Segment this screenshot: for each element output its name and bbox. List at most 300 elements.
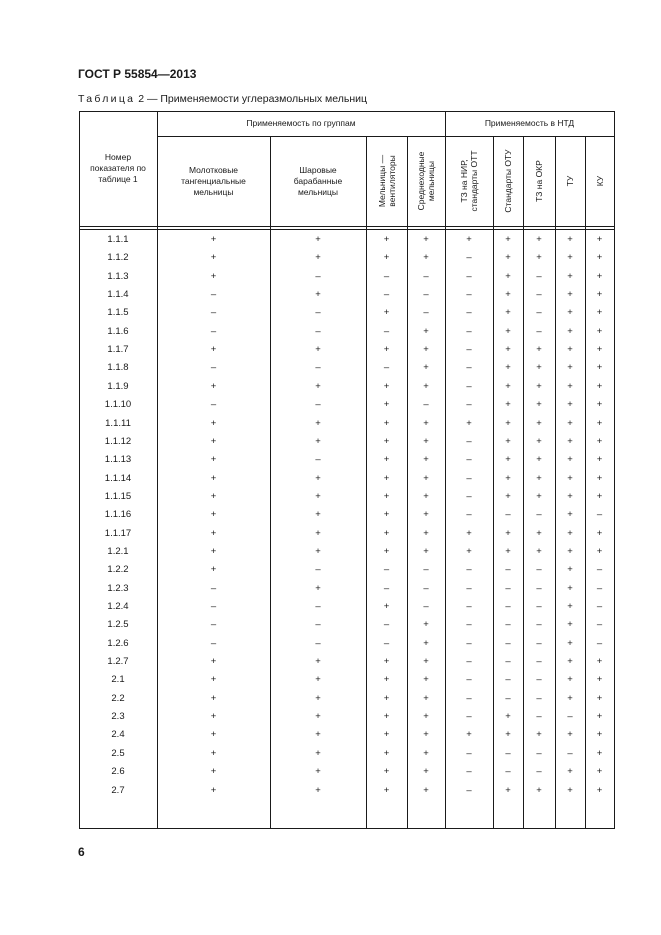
table-cell: –	[466, 270, 472, 282]
table-cell: –	[210, 362, 217, 374]
table-cell: +	[596, 270, 603, 282]
table-cell: +	[536, 234, 542, 245]
table-cell: –	[536, 656, 542, 668]
table-cell: +	[466, 234, 472, 245]
row-number-cell: 1.1.7	[107, 344, 129, 356]
table-cell: +	[383, 601, 390, 612]
table-cell: –	[383, 289, 390, 301]
table-cell: –	[505, 637, 511, 649]
table-cell: –	[466, 289, 472, 301]
table-cell: +	[567, 729, 573, 741]
table-cell: +	[383, 399, 390, 411]
table-cell: +	[383, 711, 390, 723]
table-cell: –	[383, 325, 390, 337]
row-number-cell: 1.1.13	[104, 454, 132, 466]
table-cell: –	[423, 289, 429, 301]
table-cell: –	[210, 582, 217, 594]
column-divider	[407, 136, 408, 828]
table-cell: +	[567, 509, 573, 521]
table-cell: +	[315, 417, 321, 429]
table-border-bottom	[79, 828, 615, 829]
table-cell: –	[466, 380, 472, 392]
table-cell: –	[423, 582, 429, 594]
row-number-cell: 2.4	[111, 729, 125, 741]
table-cell: +	[567, 307, 573, 319]
caption-prefix: Таблица	[78, 93, 136, 105]
table-cell: +	[567, 325, 573, 337]
table-cell: +	[315, 289, 321, 301]
row-number-cell: 1.2.2	[107, 564, 129, 576]
column-header-vertical: ТУ	[565, 175, 575, 187]
table-cell: +	[383, 490, 390, 502]
table-cell: –	[505, 619, 511, 631]
table-cell: +	[596, 692, 603, 704]
table-cell: –	[466, 344, 472, 356]
table-cell: –	[536, 325, 542, 337]
table-cell: –	[210, 289, 217, 301]
table-cell: +	[315, 766, 321, 778]
table-cell: +	[536, 344, 542, 356]
table-cell: +	[383, 509, 390, 521]
table-cell: –	[536, 674, 542, 686]
table-cell: +	[423, 692, 429, 704]
table-cell: +	[423, 656, 429, 668]
table-cell: +	[315, 472, 321, 484]
table-cell: +	[210, 454, 217, 466]
table-cell: +	[383, 344, 390, 356]
caption-number: 2	[138, 93, 145, 105]
table-cell: +	[210, 784, 217, 796]
column-divider	[366, 136, 367, 828]
table-cell: –	[596, 637, 603, 649]
table-cell: +	[567, 545, 573, 557]
table-cell: +	[567, 362, 573, 374]
table-cell: +	[383, 692, 390, 704]
table-cell: –	[505, 692, 511, 704]
table-cell: –	[466, 252, 472, 264]
column-divider	[445, 111, 446, 828]
column-divider	[555, 136, 556, 828]
table-cell: +	[505, 417, 511, 429]
table-cell: +	[505, 729, 511, 741]
row-number-cell: 1.1.1	[107, 234, 129, 245]
table-caption	[78, 93, 367, 105]
table-cell: +	[383, 545, 390, 557]
table-cell: –	[383, 564, 390, 576]
table-cell: +	[383, 417, 390, 429]
table-cell: –	[466, 711, 472, 723]
table-cell: +	[383, 234, 390, 245]
table-cell: –	[423, 564, 429, 576]
table-cell: +	[596, 747, 603, 759]
column-header-hammer: Молотковые тангенциальные мельницы	[181, 164, 246, 197]
header-line	[79, 226, 614, 227]
table-border-top	[79, 111, 614, 112]
table-cell: +	[315, 747, 321, 759]
table-cell: +	[567, 380, 573, 392]
table-cell: –	[536, 711, 542, 723]
table-cell: +	[210, 674, 217, 686]
table-cell: +	[505, 270, 511, 282]
table-cell: +	[536, 527, 542, 539]
table-cell: +	[596, 307, 603, 319]
table-cell: +	[596, 325, 603, 337]
table-cell: +	[536, 472, 542, 484]
table-cell: +	[596, 289, 603, 301]
table-cell: +	[383, 674, 390, 686]
column-header-ball: Шаровые барабанные мельницы	[293, 164, 343, 197]
table-cell: +	[596, 766, 603, 778]
column-header-vertical: Мельницы — вентиляторы	[376, 154, 397, 208]
table-cell: –	[315, 362, 321, 374]
table-cell: –	[210, 307, 217, 319]
table-cell: +	[567, 472, 573, 484]
table-border-right	[614, 111, 615, 828]
table-cell: +	[315, 711, 321, 723]
table-cell: +	[315, 656, 321, 668]
table-cell: +	[315, 435, 321, 447]
table-cell: –	[466, 692, 472, 704]
table-cell: +	[505, 490, 511, 502]
table-cell: +	[567, 656, 573, 668]
table-cell: –	[466, 674, 472, 686]
table-cell: +	[596, 545, 603, 557]
table-cell: +	[505, 784, 511, 796]
table-cell: –	[596, 564, 603, 576]
table-cell: +	[536, 362, 542, 374]
table-cell: +	[567, 582, 573, 594]
table-cell: +	[210, 656, 217, 668]
row-number-cell: 2.1	[111, 674, 125, 686]
table-cell: +	[423, 380, 429, 392]
table-cell: –	[315, 637, 321, 649]
table-border-left	[79, 111, 80, 828]
column-divider	[493, 136, 494, 828]
table-cell: +	[466, 545, 472, 557]
table-cell: +	[383, 252, 390, 264]
row-number-cell: 1.1.6	[107, 325, 129, 337]
table-cell: +	[596, 784, 603, 796]
table-cell: +	[596, 380, 603, 392]
table-cell: –	[210, 637, 217, 649]
table-cell: +	[383, 527, 390, 539]
row-number-cell: 1.1.15	[104, 490, 132, 502]
table-cell: –	[596, 509, 603, 521]
table-cell: –	[505, 747, 511, 759]
group-header: Применяемость по группам	[246, 118, 356, 128]
table-cell: +	[536, 252, 542, 264]
table-cell: +	[505, 289, 511, 301]
table-cell: +	[596, 711, 603, 723]
table-cell: +	[210, 729, 217, 741]
table-cell: –	[536, 582, 542, 594]
table-cell: +	[210, 344, 217, 356]
table-cell: –	[423, 307, 429, 319]
table-cell: +	[383, 656, 390, 668]
table-cell: +	[505, 344, 511, 356]
table-cell: +	[536, 380, 542, 392]
table-cell: +	[315, 527, 321, 539]
table-cell: +	[423, 435, 429, 447]
row-number-cell: 1.2.4	[107, 601, 129, 612]
row-number-cell: 1.2.7	[107, 656, 129, 668]
table-cell: +	[210, 234, 217, 245]
table-cell: –	[466, 747, 472, 759]
table-cell: –	[466, 564, 472, 576]
table-cell: +	[315, 784, 321, 796]
caption-text: — Применяемости углеразмольных мельниц	[146, 93, 368, 105]
table-cell: +	[315, 509, 321, 521]
table-cell: +	[210, 435, 217, 447]
table-cell: +	[315, 252, 321, 264]
table-cell: +	[567, 252, 573, 264]
table-cell: +	[210, 252, 217, 264]
table-cell: –	[536, 564, 542, 576]
table-cell: +	[210, 509, 217, 521]
table-cell: +	[536, 417, 542, 429]
table-cell: +	[315, 674, 321, 686]
table-cell: –	[466, 399, 472, 411]
table-cell: –	[466, 362, 472, 374]
table-cell: –	[505, 601, 511, 612]
table-cell: +	[567, 399, 573, 411]
table-cell: +	[210, 747, 217, 759]
table-cell: +	[505, 380, 511, 392]
table-cell: –	[466, 490, 472, 502]
table-cell: –	[423, 601, 429, 612]
table-cell: +	[505, 234, 511, 245]
table-cell: +	[210, 692, 217, 704]
table-cell: +	[505, 325, 511, 337]
table-cell: +	[315, 545, 321, 557]
table-cell: +	[596, 490, 603, 502]
row-number-cell: 2.2	[111, 692, 125, 704]
table-cell: +	[466, 527, 472, 539]
table-cell: +	[315, 344, 321, 356]
table-cell: –	[466, 472, 472, 484]
table-cell: +	[423, 527, 429, 539]
table-cell: +	[423, 362, 429, 374]
table-cell: +	[567, 674, 573, 686]
page-number: 6	[78, 845, 85, 859]
table-cell: –	[505, 564, 511, 576]
table-cell: +	[505, 362, 511, 374]
table-cell: +	[383, 454, 390, 466]
table-cell: +	[210, 270, 217, 282]
table-cell: –	[536, 289, 542, 301]
table-cell: –	[536, 619, 542, 631]
table-cell: –	[210, 619, 217, 631]
table-cell: –	[210, 399, 217, 411]
table-cell: –	[383, 582, 390, 594]
table-cell: +	[466, 417, 472, 429]
table-cell: –	[466, 509, 472, 521]
table-cell: +	[210, 472, 217, 484]
table-cell: +	[315, 582, 321, 594]
table-cell: +	[210, 545, 217, 557]
table-cell: –	[536, 270, 542, 282]
table-cell: +	[383, 766, 390, 778]
table-cell: +	[315, 234, 321, 245]
table-cell: +	[505, 307, 511, 319]
table-cell: +	[423, 325, 429, 337]
table-cell: +	[423, 711, 429, 723]
table-cell: +	[536, 545, 542, 557]
table-cell: +	[536, 784, 542, 796]
table-cell: +	[567, 619, 573, 631]
table-cell: +	[567, 527, 573, 539]
row-number-cell: 1.1.3	[107, 270, 129, 282]
table-cell: +	[596, 435, 603, 447]
column-divider	[270, 136, 271, 828]
table-cell: +	[505, 711, 511, 723]
table-cell: +	[596, 674, 603, 686]
table-cell: +	[423, 729, 429, 741]
table-cell: –	[596, 582, 603, 594]
column-header-vertical: ТЗ на НИР, стандарты ОТТ	[459, 150, 479, 212]
ntd-header-line	[445, 136, 614, 137]
row-number-cell: 1.2.5	[107, 619, 129, 631]
table-cell: –	[536, 307, 542, 319]
table-cell: +	[596, 417, 603, 429]
table-cell: –	[315, 619, 321, 631]
table-cell: +	[567, 637, 573, 649]
table-cell: +	[567, 692, 573, 704]
table-cell: +	[567, 344, 573, 356]
table-cell: +	[536, 490, 542, 502]
table-cell: +	[536, 454, 542, 466]
table-cell: –	[383, 362, 390, 374]
table-cell: +	[536, 435, 542, 447]
table-cell: –	[466, 601, 472, 612]
column-header-vertical: ТЗ на ОКР	[534, 160, 544, 202]
table-cell: +	[423, 252, 429, 264]
row-number-cell: 2.3	[111, 711, 125, 723]
table-cell: +	[383, 380, 390, 392]
table-cell: –	[466, 582, 472, 594]
table-cell: +	[567, 784, 573, 796]
table-cell: –	[315, 564, 321, 576]
table-cell: +	[423, 545, 429, 557]
table-cell: –	[536, 601, 542, 612]
table-cell: +	[423, 674, 429, 686]
table-cell: +	[423, 766, 429, 778]
table-cell: +	[383, 784, 390, 796]
table-cell: +	[596, 362, 603, 374]
row-number-cell: 1.2.6	[107, 637, 129, 649]
table-cell: +	[596, 454, 603, 466]
table-cell: –	[536, 509, 542, 521]
row-number-cell: 2.7	[111, 784, 125, 796]
row-number-cell: 1.1.2	[107, 252, 129, 264]
table-cell: +	[423, 454, 429, 466]
table-cell: +	[567, 417, 573, 429]
table-cell: –	[505, 582, 511, 594]
table-cell: +	[383, 435, 390, 447]
column-header-vertical: Среднеходные мельницы	[416, 151, 436, 211]
table-cell: –	[466, 766, 472, 778]
table-cell: +	[423, 417, 429, 429]
row-number-cell: 2.6	[111, 766, 125, 778]
table-cell: +	[423, 344, 429, 356]
table-cell: +	[536, 729, 542, 741]
table-cell: +	[423, 490, 429, 502]
table-cell: +	[383, 307, 390, 319]
row-number-cell: 1.2.3	[107, 582, 129, 594]
column-divider	[523, 136, 524, 828]
table-cell: +	[423, 234, 429, 245]
table-cell: –	[315, 270, 321, 282]
column-header-vertical: КУ	[594, 175, 605, 187]
document-title: ГОСТ Р 55854—2013	[78, 67, 197, 81]
table-cell: +	[383, 747, 390, 759]
table-cell: +	[210, 564, 217, 576]
table-cell: +	[423, 784, 429, 796]
table-cell: +	[567, 601, 573, 612]
table-cell: +	[596, 252, 603, 264]
table-cell: +	[567, 766, 573, 778]
table-cell: +	[596, 729, 603, 741]
table-cell: +	[423, 472, 429, 484]
table-cell: +	[567, 234, 573, 245]
table-cell: +	[567, 454, 573, 466]
group-header-line	[157, 136, 445, 137]
table-cell: +	[210, 766, 217, 778]
table-cell: –	[466, 307, 472, 319]
table-cell: –	[466, 637, 472, 649]
table-cell: +	[423, 619, 429, 631]
table-cell: +	[505, 472, 511, 484]
table-cell: –	[315, 399, 321, 411]
table-cell: +	[423, 637, 429, 649]
table-cell: –	[466, 435, 472, 447]
row-number-cell: 1.2.1	[107, 545, 129, 557]
table-cell: –	[596, 601, 603, 612]
column-divider	[157, 111, 158, 828]
row-number-cell: 1.1.4	[107, 289, 129, 301]
table-cell: –	[505, 766, 511, 778]
table-cell: +	[567, 490, 573, 502]
table-cell: +	[383, 472, 390, 484]
row-number-cell: 1.1.9	[107, 380, 129, 392]
row-number-cell: 1.1.17	[104, 527, 132, 539]
table-cell: –	[567, 747, 573, 759]
table-cell: +	[567, 435, 573, 447]
row-number-cell: 1.1.8	[107, 362, 129, 374]
row-number-cell: 1.1.10	[104, 399, 132, 411]
table-cell: +	[315, 380, 321, 392]
table-cell: +	[505, 399, 511, 411]
table-cell: +	[315, 692, 321, 704]
table-cell: –	[466, 454, 472, 466]
table-cell: +	[210, 711, 217, 723]
table-cell: –	[466, 656, 472, 668]
table-cell: +	[505, 252, 511, 264]
table-cell: –	[505, 656, 511, 668]
table-cell: +	[315, 729, 321, 741]
table-cell: +	[210, 490, 217, 502]
table-cell: +	[466, 729, 472, 741]
table-cell: +	[423, 747, 429, 759]
table-cell: +	[536, 399, 542, 411]
table-cell: +	[315, 490, 321, 502]
table-cell: –	[383, 637, 390, 649]
header-line-double	[79, 229, 614, 230]
table-cell: –	[210, 601, 217, 612]
table-cell: –	[423, 270, 429, 282]
table-cell: –	[466, 784, 472, 796]
table-cell: –	[315, 307, 321, 319]
